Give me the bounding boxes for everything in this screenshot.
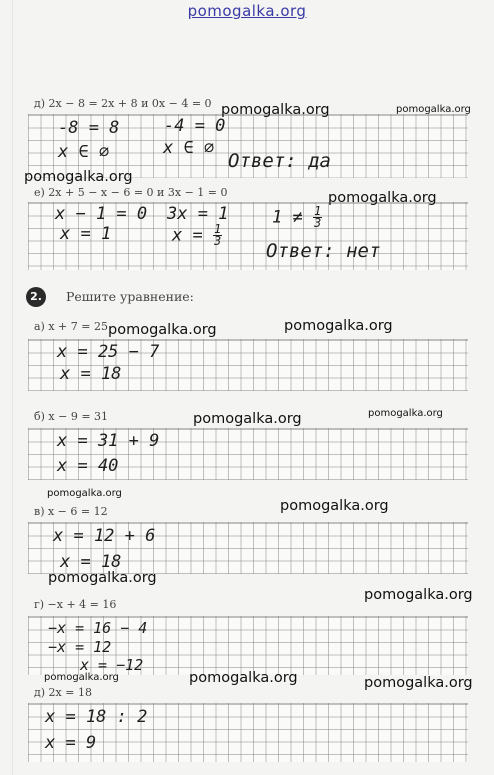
handwriting-line: x = −12 [80, 656, 144, 674]
handwriting-line: x = 12 + 6 [53, 526, 156, 546]
watermark-text: pomogalka.org [47, 488, 122, 499]
handwriting-answer: Ответ: нет [266, 240, 381, 262]
fraction [313, 206, 322, 229]
page-fold-shadow [12, 0, 13, 775]
watermark-text: pomogalka.org [280, 498, 389, 514]
watermark-text: pomogalka.org [24, 169, 133, 185]
handwriting-line: −x = 12 [48, 638, 112, 656]
task-label-g: г) −x + 4 = 16 [34, 598, 117, 611]
watermark-text: pomogalka.org [48, 570, 157, 586]
fraction-numerator: 1 [313, 204, 322, 218]
task-label-b: б) x − 9 = 31 [34, 410, 109, 423]
section-number-badge: 2. [26, 287, 46, 307]
watermark-text: pomogalka.org [284, 318, 393, 334]
watermark-text: pomogalka.org [193, 411, 302, 427]
handwriting-line [272, 206, 322, 229]
section-title: Решите уравнение: [66, 289, 194, 304]
task-label-d: д) 2x − 8 = 2x + 8 и 0x − 4 = 0 [34, 97, 212, 110]
handwriting-line: x = 40 [57, 456, 119, 476]
handwriting-line: x − 1 = 0 [55, 204, 148, 224]
task-label-dd: д) 2x = 18 [34, 686, 92, 699]
handwriting-line: x = 18 : 2 [45, 707, 148, 727]
site-header-link[interactable]: pomogalka.org [187, 2, 307, 20]
handwriting-line: x = 25 − 7 [57, 342, 160, 362]
watermark-text: pomogalka.org [328, 190, 437, 206]
fraction-numerator: 1 [213, 222, 222, 236]
watermark-text: pomogalka.org [44, 672, 119, 683]
handwriting-line: x = 18 [60, 364, 122, 384]
handwriting-answer: Ответ: да [228, 150, 331, 172]
handwriting-line [172, 224, 222, 247]
handwriting-text: x = [172, 225, 203, 246]
watermark-text: pomogalka.org [368, 408, 443, 419]
watermark-text: pomogalka.org [396, 104, 471, 115]
handwriting-line: x ∈ ∅ [58, 142, 110, 162]
handwriting-line: x = 18 [60, 552, 122, 572]
fraction-denominator: 3 [213, 234, 222, 248]
handwriting-line: -8 = 8 [58, 118, 120, 138]
task-label-a: а) x + 7 = 25 [34, 320, 108, 333]
handwriting-line: −x = 16 − 4 [48, 619, 148, 637]
task-label-e: е) 2x + 5 − x − 6 = 0 и 3x − 1 = 0 [34, 186, 228, 199]
handwriting-text: 1 ≠ [272, 207, 303, 228]
handwriting-line: x = 9 [45, 733, 97, 753]
handwriting-line: -4 = 0 [164, 116, 226, 136]
watermark-text: pomogalka.org [189, 670, 298, 686]
handwriting-line: x = 31 + 9 [57, 431, 160, 451]
watermark-text: pomogalka.org [364, 587, 473, 603]
fraction [213, 224, 222, 247]
fraction-denominator: 3 [313, 216, 322, 230]
handwriting-line: x = 1 [60, 224, 112, 244]
watermark-text: pomogalka.org [364, 675, 473, 691]
watermark-text: pomogalka.org [221, 102, 330, 118]
task-label-v: в) x − 6 = 12 [34, 505, 108, 518]
handwriting-line: 3x = 1 [167, 204, 229, 224]
watermark-text: pomogalka.org [108, 322, 217, 338]
handwriting-line: x ∈ ∅ [163, 138, 215, 158]
